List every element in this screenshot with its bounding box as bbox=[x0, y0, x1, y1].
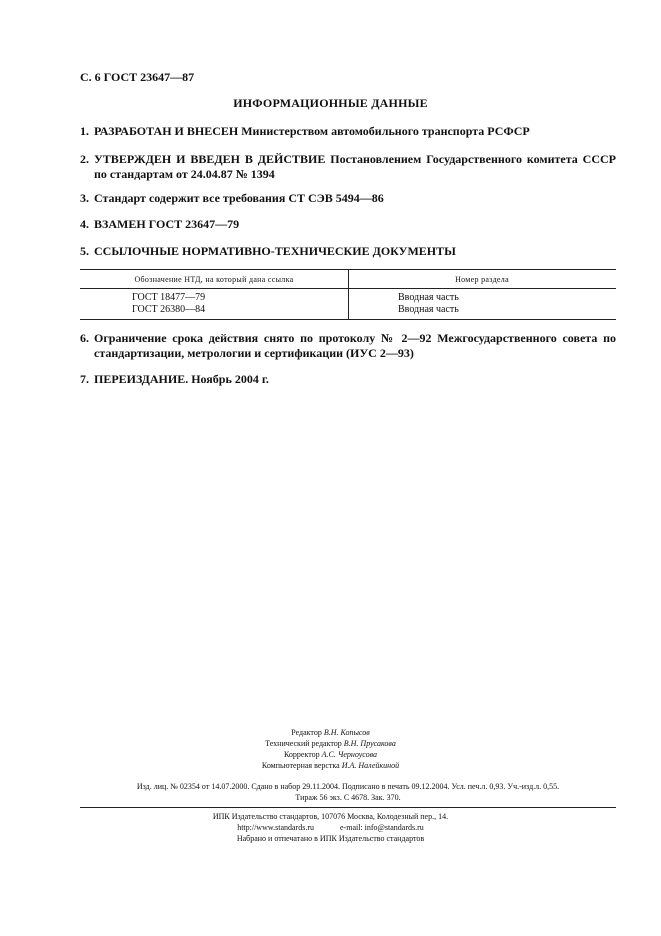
item-text: Стандарт содержит все требования СТ СЭВ 5494—86 bbox=[94, 191, 384, 205]
publisher-contacts bbox=[0, 822, 661, 833]
table-cell-section: Вводная часть bbox=[398, 292, 459, 303]
list-item bbox=[80, 244, 616, 259]
imprint-block bbox=[80, 781, 616, 803]
item-bold-text: ССЫЛОЧНЫЕ НОРМАТИВНО-ТЕХНИЧЕСКИЕ ДОКУМЕНТЫ bbox=[94, 244, 456, 258]
imprint-line: Тираж 56 экз. С 4678. Зак. 370. bbox=[295, 793, 401, 802]
credit-line: Редактор В.Н. Копысов bbox=[291, 728, 370, 737]
table-divider bbox=[80, 288, 616, 289]
item-bold-text: УТВЕРЖДЕН И ВВЕДЕН В ДЕЙСТВИЕ bbox=[94, 152, 326, 166]
item-text: Постановлением Государственного комитета СССР по стандартам от 24.04.87 № 1394 bbox=[94, 152, 616, 181]
publisher-address: ИПК Издательство стандартов, 107076 Москва, Колодезный пер., 14. bbox=[212, 812, 449, 821]
item-number: 4. bbox=[80, 217, 89, 231]
list-item bbox=[80, 217, 616, 232]
item-number: 7. bbox=[80, 372, 89, 386]
list-item bbox=[80, 124, 616, 139]
item-text: Ноябрь 2004 г. bbox=[188, 372, 269, 386]
item-bold-text: ПЕРЕИЗДАНИЕ. bbox=[94, 372, 189, 386]
divider bbox=[80, 807, 616, 808]
table-cell-doc: ГОСТ 18477—79 bbox=[132, 292, 206, 303]
credit-line: Технический редактор В.Н. Прусакова bbox=[265, 739, 396, 748]
publisher-url: http://www.standards.ru bbox=[237, 823, 314, 832]
table-cell-doc: ГОСТ 26380—84 bbox=[132, 304, 206, 315]
item-number: 6. bbox=[80, 331, 89, 345]
list-item bbox=[80, 372, 616, 387]
item-text: Министерством автомобильного транспорта РСФСР bbox=[238, 124, 530, 138]
table-header-section: Номер раздела bbox=[455, 275, 509, 284]
reference-table bbox=[80, 269, 616, 320]
publisher-email: e-mail: info@standards.ru bbox=[340, 823, 424, 832]
item-number: 3. bbox=[80, 191, 89, 205]
item-bold-text: РАЗРАБОТАН И ВНЕСЕН bbox=[94, 124, 239, 138]
table-header-doc: Обозначение НТД, на который дана ссылка bbox=[134, 275, 294, 284]
item-number: 5. bbox=[80, 244, 89, 258]
item-number: 2. bbox=[80, 152, 89, 166]
credits-block bbox=[0, 727, 661, 771]
credit-line: Компьютерная верстка И.А. Налейкиной bbox=[261, 761, 400, 770]
item-number: 1. bbox=[80, 124, 89, 138]
publisher-print-note: Набрано и отпечатано в ИПК Издательство стандартов bbox=[236, 834, 425, 843]
table-cell-section: Вводная часть bbox=[398, 304, 459, 315]
item-bold-text: ВЗАМЕН ГОСТ 23647—79 bbox=[94, 217, 240, 231]
page-header: С. 6 ГОСТ 23647—87 bbox=[80, 70, 195, 84]
list-item bbox=[80, 191, 616, 206]
item-text: Ограничение срока действия снято по протоколу № 2—92 Межгосударственного совета по стандартизации, метрологии и сертификации (ИУС 2—93) bbox=[94, 331, 616, 360]
publisher-block bbox=[0, 811, 661, 844]
document-title: ИНФОРМАЦИОННЫЕ ДАННЫЕ bbox=[233, 96, 428, 110]
credit-line: Корректор А.С. Черноусова bbox=[283, 750, 378, 759]
imprint-line: Изд. лиц. № 02354 от 14.07.2000. Сдано в набор 29.11.2004. Подписано в печать 09.12.2004. Усл. печ.л. 0,93. Уч.-изд.л. 0,55. bbox=[136, 782, 560, 791]
list-item bbox=[80, 331, 616, 361]
list-item bbox=[80, 152, 616, 182]
